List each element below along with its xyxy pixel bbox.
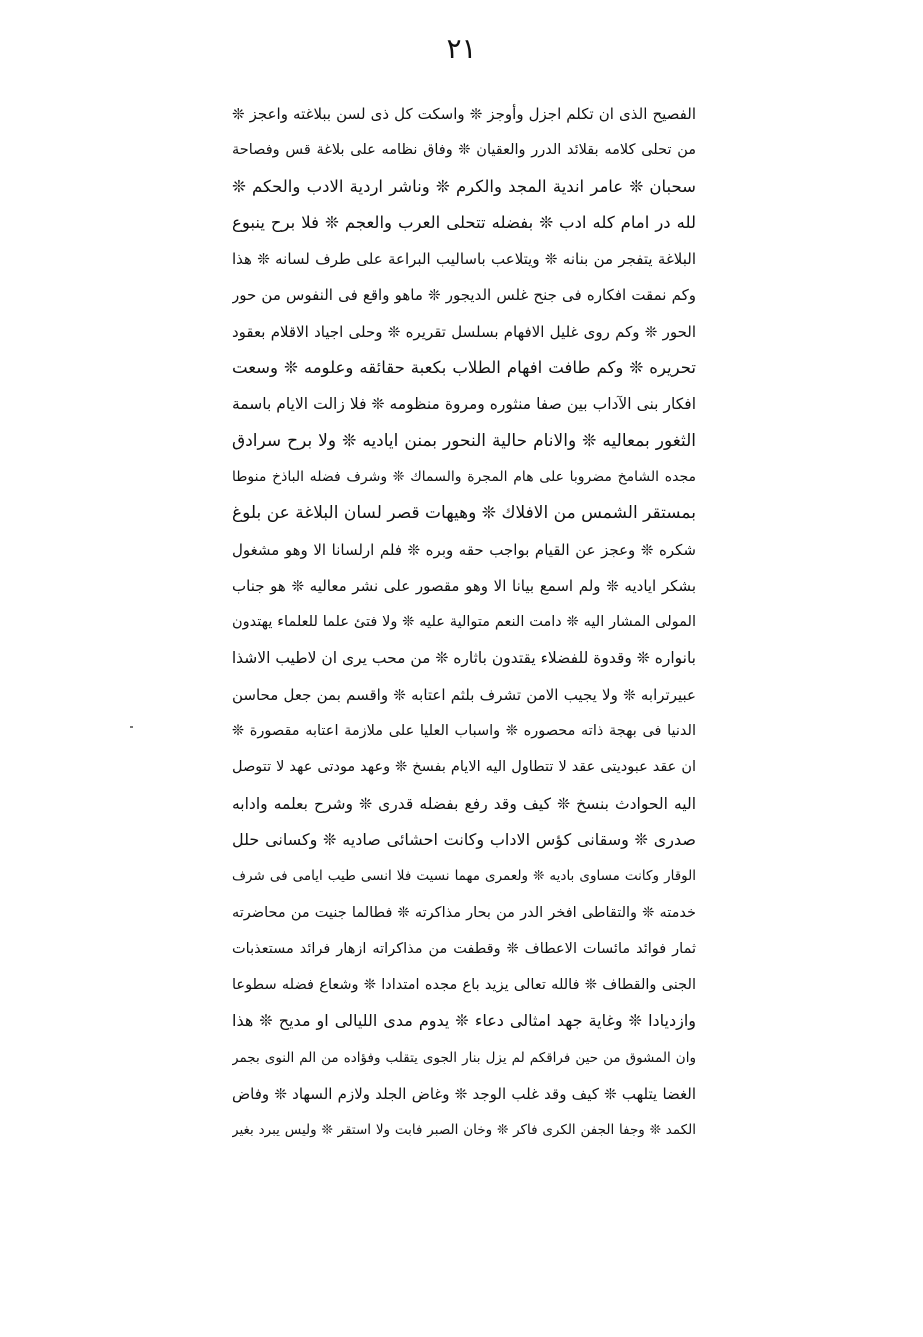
text-line: الوقار وكانت مساوى باديه ❊ ولعمرى مهما نسيت فلا انسى طيب ايامى فى شرف [232, 868, 696, 885]
margin-mark [130, 726, 133, 728]
text-line: بشكر اياديه ❊ ولم اسمع بيانا الا وهو مقصور على نشر معاليه ❊ هو جناب [232, 576, 696, 595]
text-line: الحور ❊ وكم روى غليل الافهام بسلسل تقريره ❊ وحلى اجياد الاقلام بعقود [232, 322, 696, 341]
text-line: الجنى والقطاف ❊ فالله تعالى يزيد باع مجده امتدادا ❊ وشعاع فضله سطوعا [232, 977, 696, 994]
text-line: مجده الشامخ مضروبا على هام المجرة والسماك ❊ وشرف فضله الباذخ منوطا [232, 468, 696, 485]
text-line: اليه الحوادث بنسخ ❊ كيف وقد رفع بفضله قدرى ❊ وشرح بعلمه وادابه [232, 794, 696, 813]
text-line: من تحلى كلامه بقلائد الدرر والعقيان ❊ وفاق نظامه على بلاغة قس وفصاحة [232, 142, 696, 159]
text-line: خدمته ❊ والتقاطى افخر الدر من بحار مذاكرته ❊ فطالما جنيت من محاضرته [232, 904, 696, 921]
text-line: افكار بنى الآداب بين صفا منثوره ومروة منظومه ❊ فلا زالت الايام باسمة [232, 395, 696, 414]
text-line: صدرى ❊ وسقانى كؤس الاداب وكانت احشائى صاديه ❊ وكسانى حلل [232, 829, 696, 849]
text-line: تحريره ❊ وكم طافت افهام الطلاب بكعبة حقائقه وعلومه ❊ وسعت [232, 358, 696, 378]
text-line: الغضا يتلهب ❊ كيف وقد غلب الوجد ❊ وغاض الجلد ولازم السهاد ❊ وفاض [232, 1085, 696, 1104]
text-line: بانواره ❊ وقدوة للفضلاء يقتدون باثاره ❊ من محب يرى ان لاطيب الاشذا [232, 649, 696, 668]
text-line: الثغور بمعاليه ❊ والانام حالية النحور بمنن اياديه ❊ ولا برح سرادق [232, 430, 696, 451]
text-line: الدنيا فى بهجة ذاته محصوره ❊ واسباب العليا على ملازمة اعتابه مقصورة ❊ [232, 723, 696, 740]
text-line: ثمار فوائد مائسات الاعطاف ❊ وقطفت من مذاكراته ازهار فرائد مستعذبات [232, 940, 696, 957]
text-line: شكره ❊ وعجز عن القيام بواجب حقه وبره ❊ فلم ارلسانا الا وهو مشغول [232, 540, 696, 559]
text-line: وازديادا ❊ وغاية جهد امثالى دعاء ❊ يدوم مدى الليالى او مديح ❊ هذا [232, 1011, 696, 1031]
text-line: وان المشوق من حين فراقكم لم يزل بنار الجوى يتقلب وفؤاده من الم النوى بجمر [232, 1049, 696, 1066]
text-line: الكمد ❊ وجفا الجفن الكرى فاكر ❊ وخان الصبر فابت ولا استقر ❊ وليس يبرد بغير [232, 1122, 696, 1139]
text-line: البلاغة يتفجر من بنانه ❊ ويتلاعب باساليب البراعة على طرف لسانه ❊ هذا [232, 250, 696, 269]
text-line: ان عقد عبوديتى عقد لا تتطاول اليه الايام بفسخ ❊ وعهد مودتى عهد لا تتوصل [232, 759, 696, 776]
text-line: بمستقر الشمس من الافلاك ❊ وهيهات قصر لسان البلاغة عن بلوغ [232, 503, 696, 524]
page-text [232, 96, 696, 1149]
text-line: عبيرترابه ❊ ولا يجيب الامن تشرف بلثم اعتابه ❊ واقسم بمن جعل محاسن [232, 685, 696, 704]
text-line: سحبان ❊ عامر اندية المجد والكرم ❊ وناشر اردية الادب والحكم ❊ [232, 176, 696, 196]
text-line: المولى المشار اليه ❊ دامت النعم متوالية عليه ❊ ولا فتئ علما للعلماء يهتدون [232, 614, 696, 631]
text-line: لله در امام كله ادب ❊ بفضله تتحلى العرب والعجم ❊ فلا برح ينبوع [232, 212, 696, 232]
text-line: الفصيح الذى ان تكلم اجزل وأوجز ❊ واسكت كل ذى لسن ببلاغته واعجز ❊ [232, 105, 696, 123]
text-line: وكم نمقت افكاره فى جنح غلس الديجور ❊ ماهو واقع فى النفوس من حور [232, 286, 696, 305]
page-number: ٢١ [446, 32, 477, 65]
